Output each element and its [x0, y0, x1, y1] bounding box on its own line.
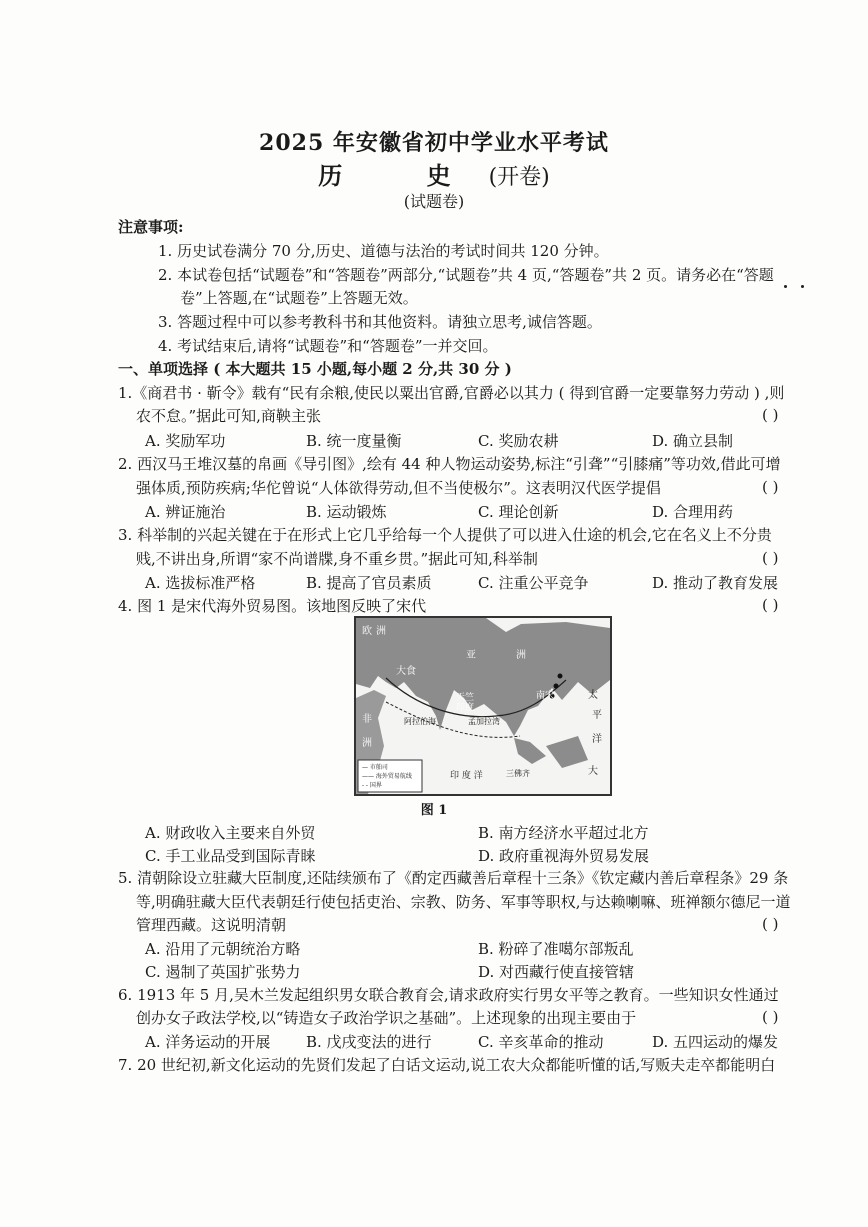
- map-label: 大食: [396, 666, 416, 677]
- figure-caption: 图 1: [420, 803, 448, 818]
- answer-paren: ( ): [762, 406, 779, 424]
- map-label: 非: [362, 714, 372, 725]
- option-b: B. 统一度量衡: [306, 432, 402, 450]
- map-label: 欧: [362, 626, 372, 637]
- question-6-line2: 创办女子政法学校,以“铸造女子政治学识之基础”。上述现象的出现主要由于: [136, 1009, 637, 1027]
- option-d: D. 五四运动的爆发: [652, 1033, 779, 1051]
- question-4-line1: 4. 图 1 是宋代海外贸易图。该地图反映了宋代: [118, 597, 427, 615]
- option-a: A. 选拔标准严格: [145, 574, 256, 592]
- option-c: C. 注重公平竞争: [478, 574, 589, 592]
- answer-paren: ( ): [762, 596, 779, 614]
- emphasis-dot: [801, 285, 804, 288]
- question-2-line2: 强体质,预防疾病;华佗曾说“人体欲得劳动,但不当使极尔”。这表明汉代医学提倡: [136, 479, 661, 497]
- map-legend-item: - - 国界: [362, 782, 382, 789]
- question-5-line2: 等,明确驻藏大臣代表朝廷行使包括吏治、宗教、防务、军事等职权,与达赖喇嘛、班禅额尔德尼一道: [136, 893, 791, 911]
- question-6-line1: 6. 1913 年 5 月,吴木兰发起组织男女联合教育会,请求政府实行男女平等之教育。一些知识女性通过: [118, 986, 779, 1004]
- notice-item: 4. 考试结束后,请将“试题卷”和“答题卷”一并交回。: [158, 337, 498, 355]
- option-d: D. 推动了教育发展: [652, 574, 779, 592]
- option-b: B. 提高了官员素质: [306, 574, 432, 592]
- question-1-line1: 1.《商君书 · 靳令》载有“民有余粮,使民以粟出官爵,官爵必以其力 ( 得到官爵一定要靠努力劳动 ) ,则: [118, 384, 785, 402]
- option-c: C. 奖励农耕: [478, 432, 559, 450]
- option-b: B. 南方经济水平超过北方: [478, 824, 649, 842]
- option-d: D. 政府重视海外贸易发展: [478, 847, 650, 865]
- map-label: 亚: [466, 650, 476, 661]
- subject-title: [0, 156, 868, 191]
- notice-item: 2. 本试卷包括“试题卷”和“答题卷”两部分,“试题卷”共 4 页,“答题卷”共 2 页。请务必在“答题: [158, 266, 774, 284]
- notice-item: 1. 历史试卷满分 70 分,历史、道德与法治的考试时间共 120 分钟。: [158, 242, 609, 260]
- map-label: 南宋: [536, 691, 555, 701]
- map-label: 大: [588, 766, 598, 777]
- notice-heading: 注意事项:: [118, 218, 184, 236]
- question-7-line1: 7. 20 世纪初,新文化运动的先贤们发起了白话文运动,说工农大众都能听懂的话,写贩夫走卒都能明白: [118, 1056, 776, 1074]
- answer-paren: ( ): [762, 549, 779, 567]
- song-trade-map: [354, 616, 612, 796]
- option-a: A. 沿用了元朝统治方略: [145, 940, 301, 958]
- exam-title: 2025 年安徽省初中学业水平考试: [259, 130, 609, 156]
- map-legend-item: —— 海外贸易航线: [362, 773, 412, 780]
- option-d: D. 确立县制: [652, 432, 734, 450]
- option-b: B. 运动锻炼: [306, 503, 387, 521]
- option-a: A. 奖励军功: [145, 432, 226, 450]
- subject-name: 历 史: [318, 161, 489, 190]
- map-label: 印度: [456, 703, 475, 713]
- option-c: C. 辛亥革命的推动: [478, 1033, 604, 1051]
- option-d: D. 对西藏行使直接管辖: [478, 963, 635, 981]
- map-label: 太: [588, 690, 598, 701]
- question-3-line1: 3. 科举制的兴起关键在于在形式上它几乎给每一个人提供了可以进入仕途的机会,它在名义上不分贵: [118, 526, 772, 544]
- question-5-line3: 管理西藏。这说明清朝: [136, 916, 287, 934]
- option-b: B. 粉碎了准噶尔部叛乱: [478, 940, 634, 958]
- notice-item: 3. 答题过程中可以参考教科书和其他资料。请独立思考,诚信答题。: [158, 313, 602, 331]
- option-a: A. 财政收入主要来自外贸: [145, 824, 316, 842]
- map-label: 洲: [376, 626, 386, 637]
- map-label: 阿拉伯海: [404, 717, 436, 726]
- map-label: 洲: [516, 650, 526, 661]
- map-label: 印 度 洋: [450, 771, 483, 781]
- map-label: 洋: [592, 734, 602, 745]
- option-b: B. 戊戌变法的进行: [306, 1033, 432, 1051]
- answer-paren: ( ): [762, 1008, 779, 1026]
- option-a: A. 洋务运动的开展: [145, 1033, 271, 1051]
- question-2-line1: 2. 西汉马王堆汉墓的帛画《导引图》,绘有 44 种人物运动姿势,标注“引聋”“引膝痛”等功效,借此可增: [118, 455, 781, 473]
- option-c: C. 理论创新: [478, 503, 559, 521]
- question-5-line1: 5. 清朝除设立驻藏大臣制度,还陆续颁布了《酌定西藏善后章程十三条》《钦定藏内善后章程条》29 条: [118, 869, 789, 887]
- option-c: C. 遏制了英国扩张势力: [145, 963, 301, 981]
- answer-paren: ( ): [762, 478, 779, 496]
- notice-item: 卷”上答题,在“试题卷”上答题无效。: [180, 289, 418, 307]
- map-label: 洲: [362, 738, 372, 749]
- emphasis-dot: [784, 285, 787, 288]
- paper-type: (试题卷): [403, 192, 465, 211]
- answer-paren: ( ): [762, 915, 779, 933]
- option-d: D. 合理用药: [652, 503, 734, 521]
- question-1-line2: 农不怠。”据此可知,商鞅主张: [136, 407, 321, 425]
- section-heading: 一、单项选择 ( 本大题共 15 小题,每小题 2 分,共 30 分 ): [118, 360, 512, 378]
- map-label: 三佛齐: [506, 769, 530, 778]
- option-a: A. 辨证施治: [145, 503, 226, 521]
- subject-paren: (开卷): [488, 165, 550, 190]
- map-label: 天竺: [456, 693, 475, 703]
- option-c: C. 手工业品受到国际青睐: [145, 847, 316, 865]
- map-legend-item: — 市舶司: [362, 764, 388, 771]
- map-label: 平: [592, 710, 602, 721]
- question-3-line2: 贱,不讲出身,所谓“家不尚谱牒,身不重乡贯。”据此可知,科举制: [136, 550, 538, 568]
- map-label: 孟加拉湾: [468, 717, 500, 726]
